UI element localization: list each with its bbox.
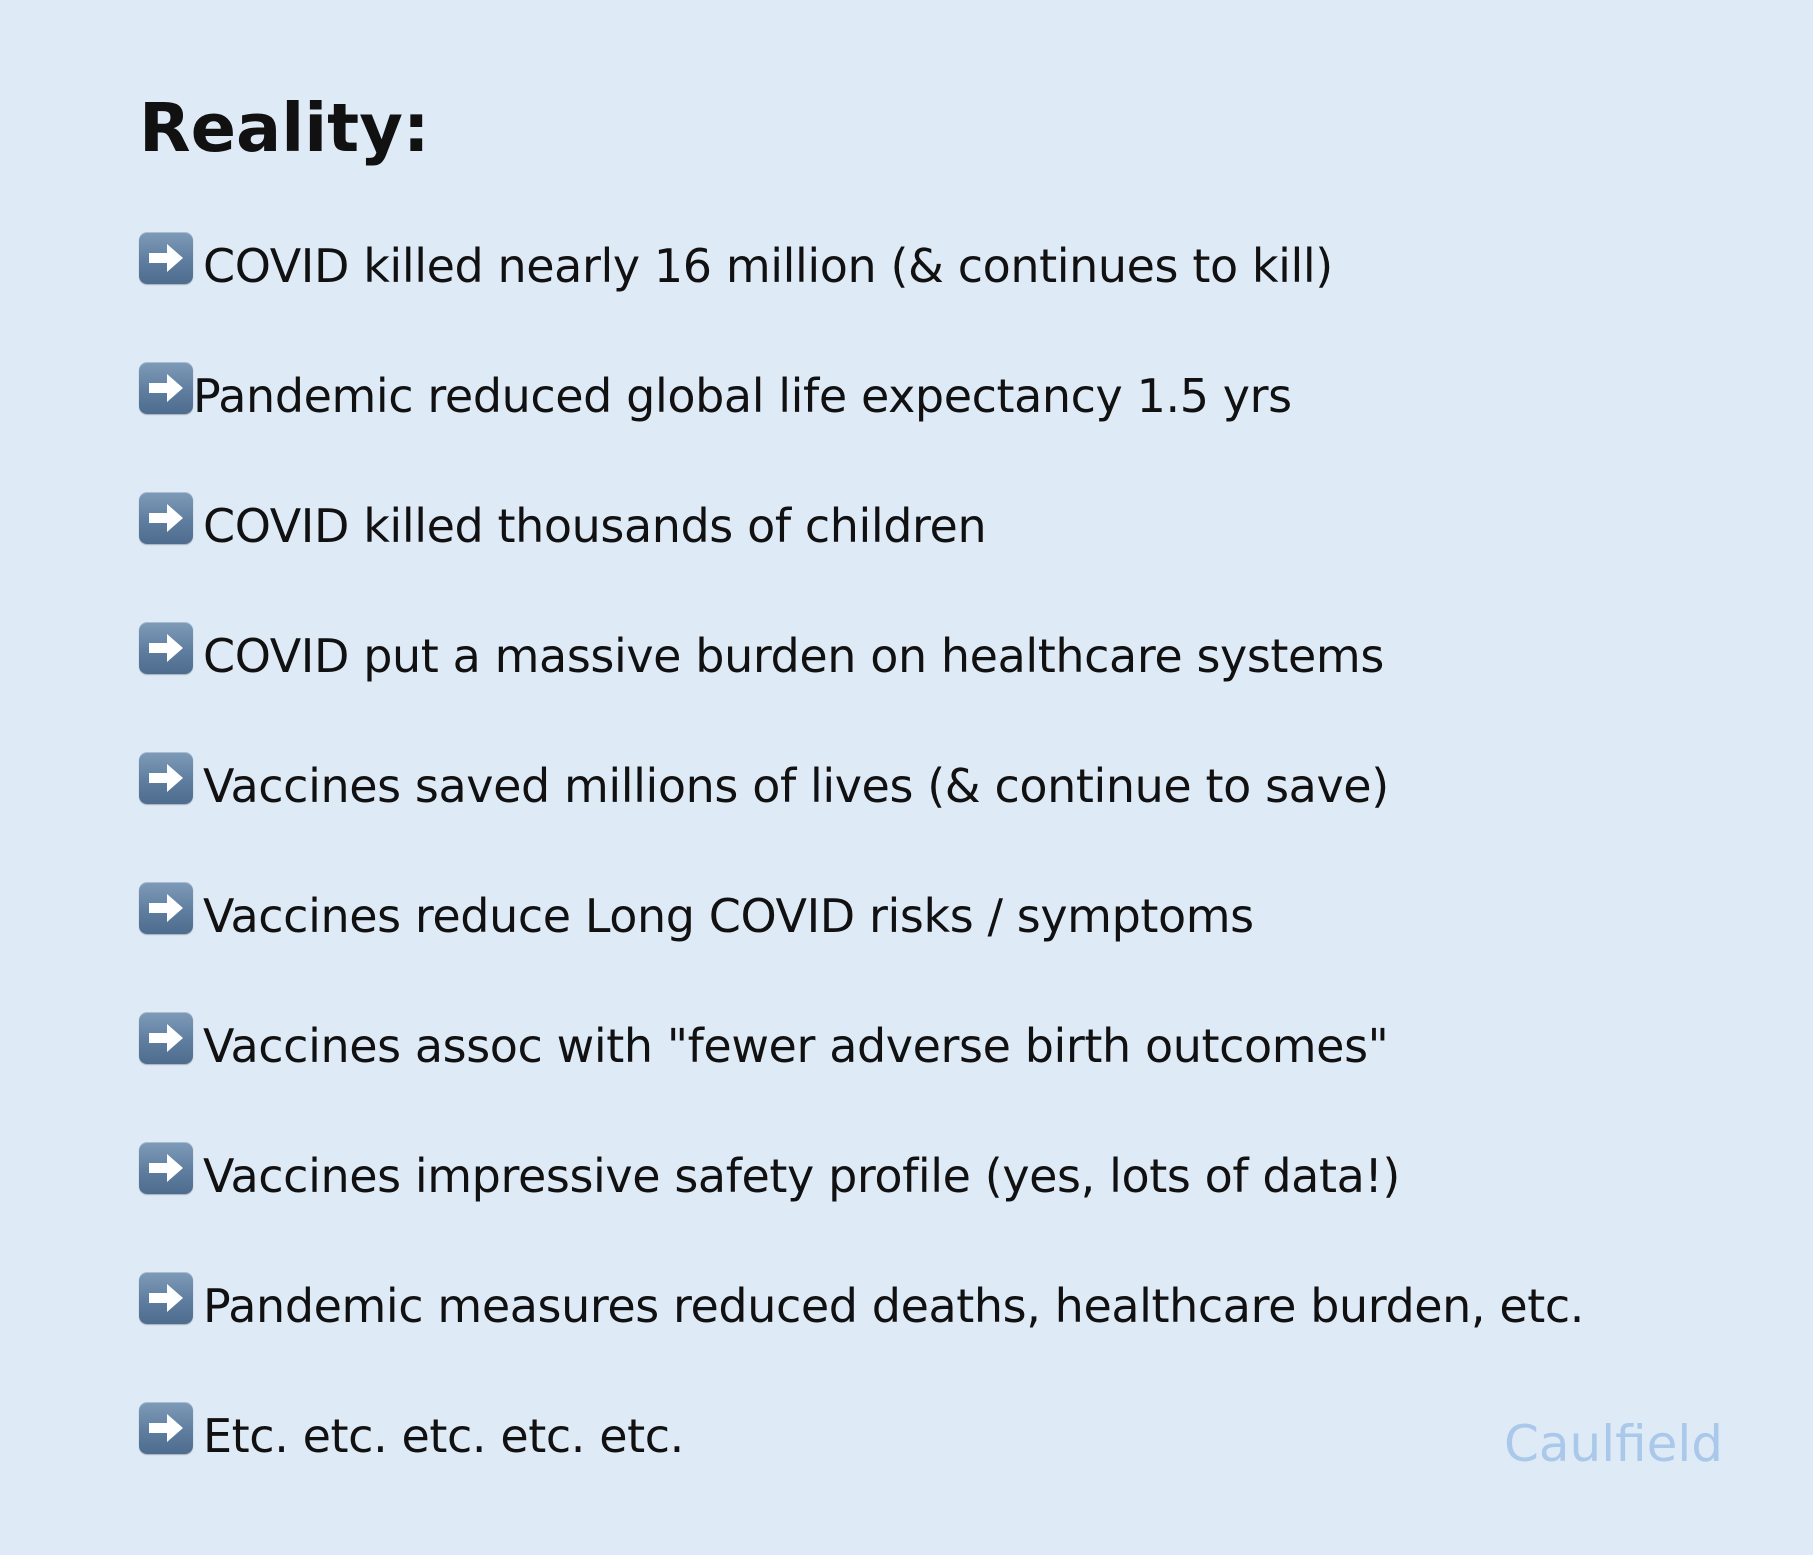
- list-item-text: Vaccines reduce Long COVID risks / symptoms: [203, 889, 1254, 943]
- watermark: Caulfield: [1503, 1415, 1723, 1473]
- page-title: Reality:: [139, 89, 430, 167]
- right-arrow-icon: [139, 362, 193, 414]
- right-arrow-icon: [139, 232, 193, 284]
- right-arrow-icon: [139, 492, 193, 544]
- list-item-text: Pandemic measures reduced deaths, healthcare burden, etc.: [203, 1279, 1585, 1333]
- right-arrow-icon: [139, 1402, 193, 1454]
- right-arrow-icon: [139, 882, 193, 934]
- right-arrow-icon: [139, 752, 193, 804]
- list-item-text: Vaccines impressive safety profile (yes, lots of data!): [203, 1149, 1400, 1203]
- list-item-text: COVID killed thousands of children: [203, 499, 987, 553]
- list-item-text: Vaccines assoc with "fewer adverse birth outcomes": [203, 1019, 1389, 1073]
- list-item-text: Etc. etc. etc. etc. etc.: [203, 1409, 684, 1463]
- right-arrow-icon: [139, 1272, 193, 1324]
- list-item-text: Pandemic reduced global life expectancy 1.5 yrs: [193, 369, 1292, 423]
- right-arrow-icon: [139, 622, 193, 674]
- list-item-text: Vaccines saved millions of lives (& continue to save): [203, 759, 1389, 813]
- list-item-text: COVID killed nearly 16 million (& continues to kill): [203, 239, 1333, 293]
- right-arrow-icon: [139, 1012, 193, 1064]
- right-arrow-icon: [139, 1142, 193, 1194]
- list-item-text: COVID put a massive burden on healthcare systems: [203, 629, 1384, 683]
